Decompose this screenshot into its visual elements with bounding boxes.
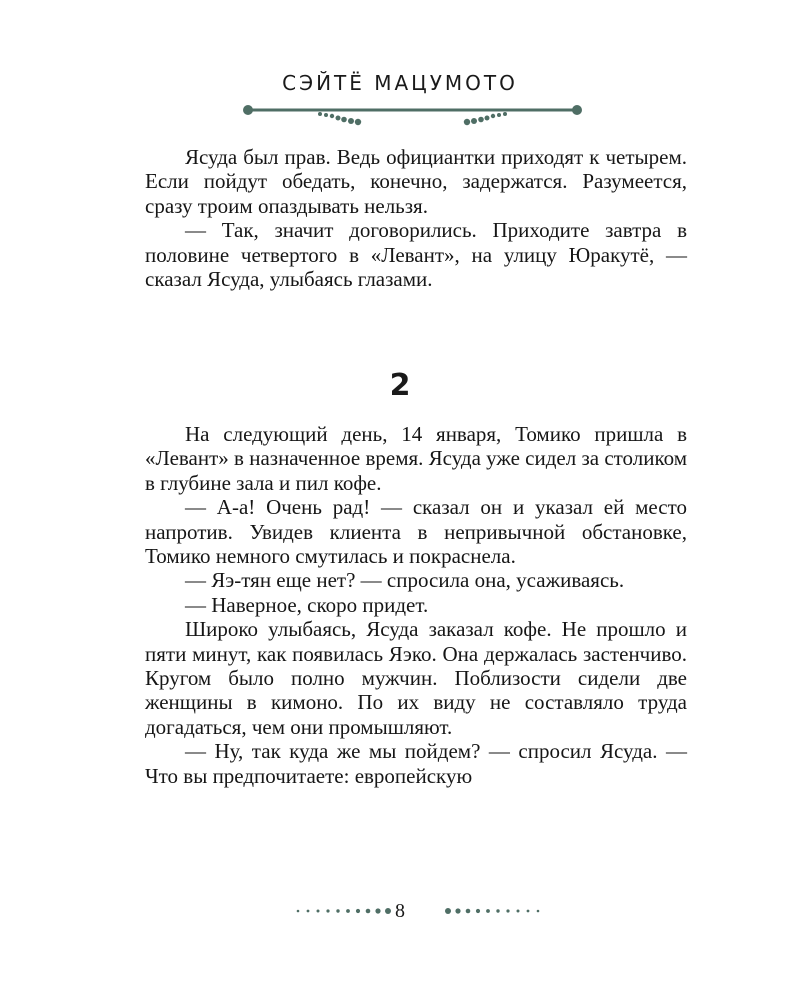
ornament-beads-right: [464, 112, 507, 125]
page-number: 8: [395, 900, 405, 922]
paragraph: Ясуда был прав. Ведь официантки приходят к четырем. Если пойдут обедать, конечно, задержатся. Разумеется, сразу троим опаздывать нельзя.: [145, 145, 687, 218]
paragraph: Широко улыбаясь, Ясуда заказал кофе. Не прошло и пяти минут, как появилась Яэко. Она держалась застенчиво. Кругом было полно мужчин. Поблизости сидели две женщины в кимоно. По их виду не составляло труда догадаться, чем они промышляют.: [145, 617, 687, 739]
running-header: [0, 70, 800, 96]
rule-with-beads-ornament-icon: [240, 100, 585, 130]
chapter-number: 2: [389, 368, 411, 403]
paragraph: — Наверное, скоро придет.: [185, 592, 429, 617]
paragraph: На следующий день, 14 января, Томико пришла в «Левант» в назначенное время. Ясуда уже сидел за столиком в глубине зала и пил кофе.: [145, 422, 688, 495]
ornament-end-bead-right: [572, 105, 582, 115]
running-title: СЭЙТЁ МАЦУМОТО: [282, 71, 518, 95]
paragraph: — Ну, так куда же мы пойдем? — спросил Ясуда. — Что вы предпочитаете: европейскую: [145, 739, 687, 788]
text-block-bottom: [145, 422, 687, 788]
dotted-bead-ornament-right-icon: [440, 898, 550, 924]
page-footer: [0, 898, 800, 924]
paragraph: — Так, значит договорились. Приходите завтра в половине четвертого в «Левант», на улицу Юракутё, — сказал Ясуда, улыбаясь глазами.: [145, 218, 687, 292]
text-block-top: [145, 145, 687, 291]
paragraph: — А-а! Очень рад! — сказал он и указал ей место напротив. Увидев клиента в непривычной обстановке, Томико немного смутилась и покраснела.: [145, 495, 687, 569]
paragraph: — Яэ-тян еще нет? — спросила она, усаживаясь.: [185, 568, 625, 593]
ornament-beads-left: [318, 112, 361, 125]
